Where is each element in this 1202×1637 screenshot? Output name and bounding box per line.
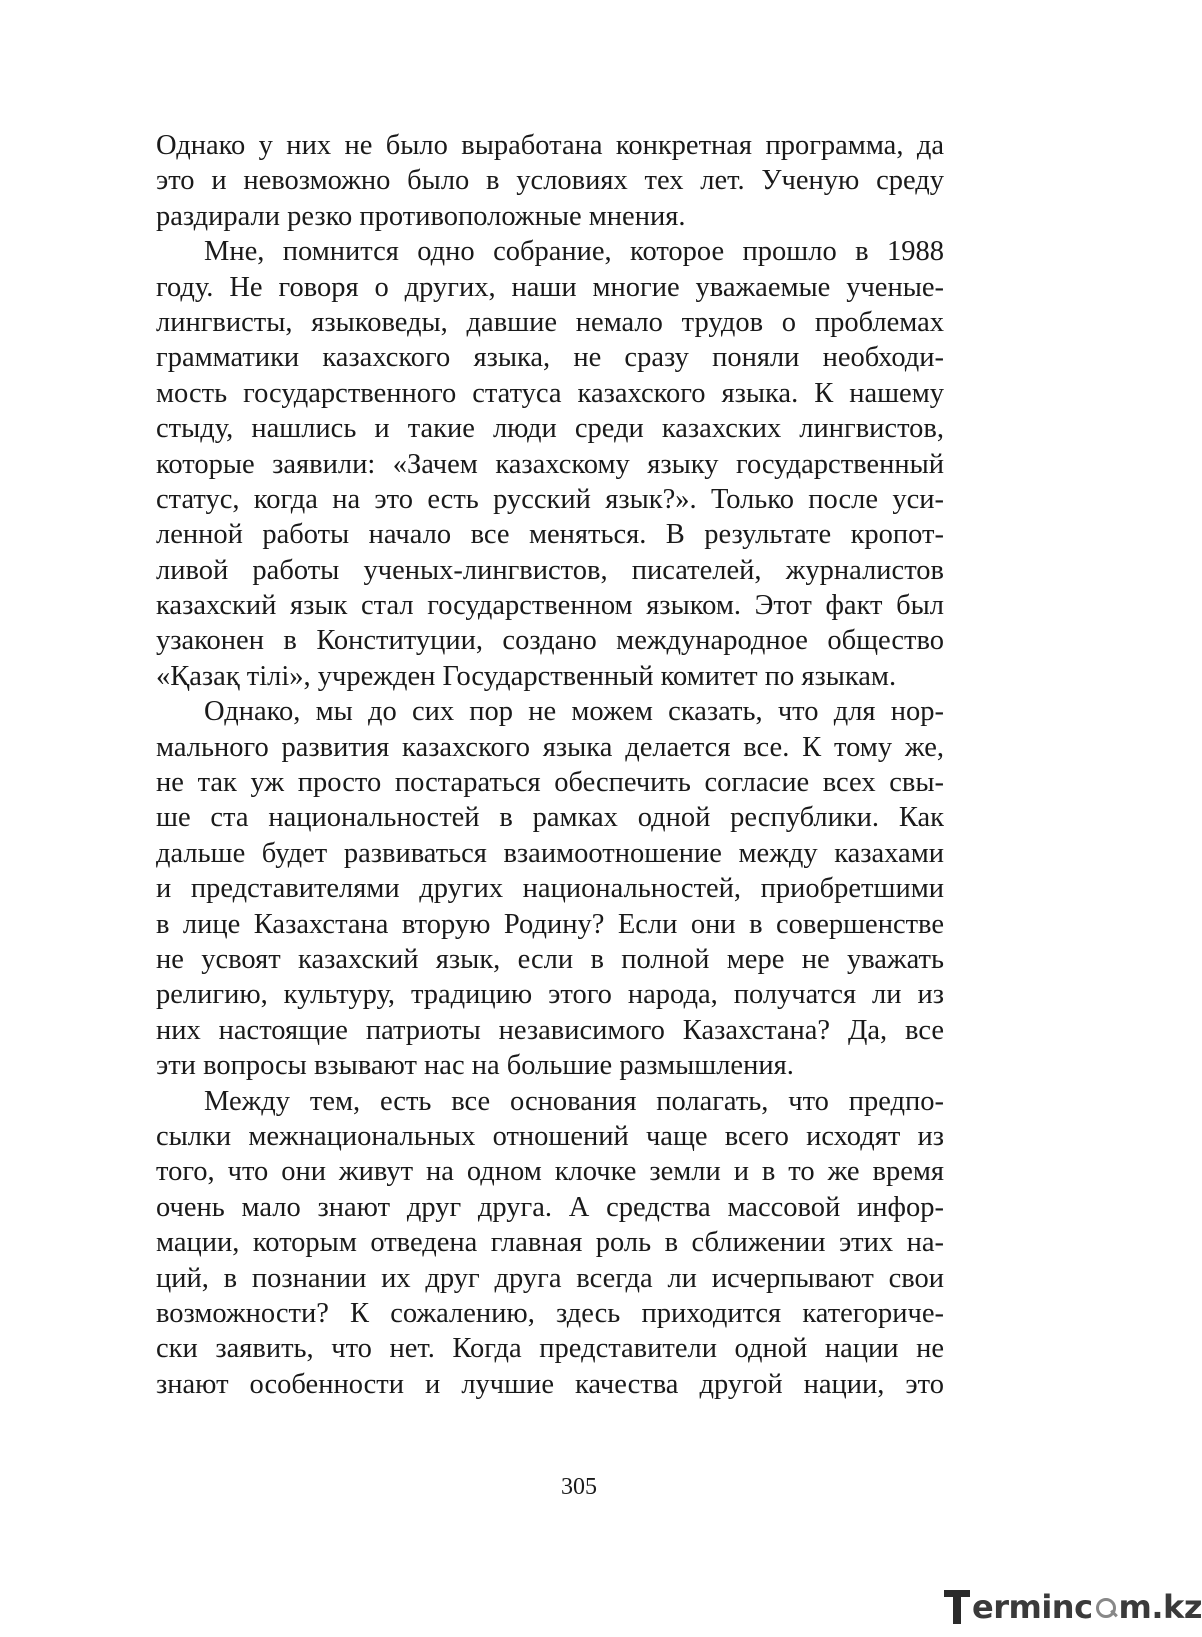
text-line: статус, когда на это есть русский язык?». Только после уси- xyxy=(156,483,944,515)
text-line: очень мало знают друг друга. А средства массовой инфор- xyxy=(156,1191,944,1223)
text-line: Между тем, есть все основания полагать, что предпо- xyxy=(204,1085,944,1117)
text-line: Мне, помнится одно собрание, которое прошло в 1988 xyxy=(204,236,944,268)
text-line: году. Не говоря о других, наши многие уважаемые ученые- xyxy=(156,271,944,303)
text-line: узаконен в Конституции, создано международное общество xyxy=(156,625,944,657)
text-line: ленной работы начало все меняться. В результате кропот- xyxy=(156,519,944,551)
text-line: того, что они живут на одном клочке земли и в то же время xyxy=(156,1156,944,1188)
text-line: ций, в познании их друг друга всегда ли исчерпывают свои xyxy=(156,1262,944,1294)
text-line: «Қазақ тілі», учрежден Государственный комитет по языкам. xyxy=(156,660,897,692)
text-line: дальше будет развиваться взаимоотношение между казахами xyxy=(156,837,944,869)
paragraph-4 xyxy=(156,1084,944,1403)
text-line: это и невозможно было в условиях тех лет. Ученую среду xyxy=(156,165,944,197)
text-line: них настоящие патриоты независимого Казахстана? Да, все xyxy=(156,1014,944,1046)
text-line: сылки межнациональных отношений чаще всего исходят из xyxy=(156,1120,944,1152)
text-line: казахский язык стал государственном языком. Этот факт был xyxy=(156,590,944,622)
text-line: лингвисты, языковеды, давшие немало трудов о проблемах xyxy=(156,306,944,338)
t-logo-icon xyxy=(944,1590,970,1624)
text-line: мость государственного статуса казахского языка. К нашему xyxy=(156,377,944,409)
text-line: Однако, мы до сих пор не можем сказать, что для нор- xyxy=(204,696,944,728)
text-line: которые заявили: «Зачем казахскому языку государственный xyxy=(156,448,944,480)
text-line: грамматики казахского языка, не сразу поняли необходи- xyxy=(156,342,944,374)
text-line: и представителями других национальностей, приобретшими xyxy=(156,873,944,905)
text-line: мального развития казахского языка делается все. К тому же, xyxy=(156,731,944,763)
text-line: не так уж просто постараться обеспечить согласие всех свы- xyxy=(156,767,944,799)
text-line: ливой работы ученых-лингвистов, писателей, журналистов xyxy=(156,554,944,586)
text-line: возможности? К сожалению, здесь приходится категориче- xyxy=(156,1297,944,1329)
watermark-logo[interactable]: ermin c m.kz xyxy=(944,1587,1202,1627)
text-line: ше ста национальностей в рамках одной республики. Как xyxy=(156,802,944,834)
text-line: стыду, нашлись и такие люди среди казахских лингвистов, xyxy=(156,413,944,445)
page-number: 305 xyxy=(561,1474,597,1500)
paragraph-1 xyxy=(156,128,944,234)
text-line: не усвоят казахский язык, если в полной мере не уважать xyxy=(156,943,944,975)
text-line: Однако у них не было выработана конкретная программа, да xyxy=(156,130,944,161)
text-line: ски заявить, что нет. Когда представители одной нации не xyxy=(156,1333,944,1365)
watermark-text-end: m.kz xyxy=(1118,1588,1202,1626)
paragraph-3 xyxy=(156,694,944,1083)
text-line: знают особенности и лучшие качества другой нации, это xyxy=(156,1368,944,1400)
magnifier-icon xyxy=(1094,1595,1118,1619)
text-line: мации, которым отведена главная роль в сближении этих на- xyxy=(156,1227,944,1259)
watermark-text-start: ermin xyxy=(972,1588,1075,1626)
text-line: в лице Казахстана вторую Родину? Если они в совершенстве xyxy=(156,908,944,940)
text-line: эти вопросы взывают нас на большие размышления. xyxy=(156,1050,794,1082)
page-body xyxy=(156,128,944,1402)
paragraph-2 xyxy=(156,234,944,694)
text-line: раздирали резко противоположные мнения. xyxy=(156,200,686,232)
text-line: религию, культуру, традицию этого народа, получатся ли из xyxy=(156,979,944,1011)
